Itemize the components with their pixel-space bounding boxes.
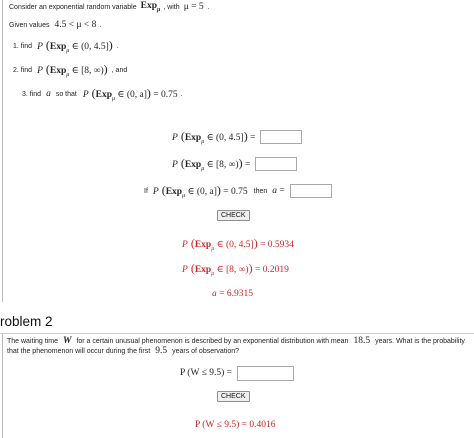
intro-text: Consider an exponential random variable [9, 3, 137, 11]
answer-row-2 [172, 156, 297, 172]
item-number: 1. find [13, 42, 33, 50]
answer-row-1 [172, 129, 302, 145]
item-formula: P (Exp$_\mu$ ∈ (0, a]) = 0.75 [82, 86, 178, 102]
result-row-2 [182, 261, 289, 277]
given-end: . [99, 21, 102, 29]
answer-input-3[interactable] [290, 184, 332, 198]
problem2-result [195, 418, 276, 431]
answer-row-3 [144, 182, 332, 200]
problem2-heading: roblem 2 [0, 314, 53, 329]
result-formula: P (Exp$_\mu$ ∈ [8, ∞)) = 0.2019 [182, 261, 289, 277]
answer-input-1[interactable] [260, 130, 302, 144]
question-item-1 [13, 38, 119, 54]
item-number: 3. find [22, 90, 42, 98]
result-formula: a = 6.9315 [212, 288, 253, 299]
result-formula: P (Exp$_\mu$ ∈ (0, 4.5]) = 0.5934 [182, 236, 294, 252]
problem1-given [9, 19, 101, 31]
item-after: . [116, 42, 119, 50]
item-var: a [46, 89, 51, 99]
item-number: 2. find [13, 66, 33, 74]
answer-var: a = [272, 186, 285, 196]
item-mid: so that [55, 90, 77, 98]
answer-input-2[interactable] [255, 157, 297, 171]
answer-formula: P (Exp$_\mu$ ∈ (0, 4.5]) = [172, 129, 256, 145]
intro-mu: μ = 5 [183, 2, 204, 12]
item-formula: P (Exp$_\mu$ ∈ (0, 4.5]) [37, 38, 113, 54]
answer-then: then [253, 187, 268, 195]
intro-with: , with [163, 3, 180, 11]
answer-formula: P (Exp$_\mu$ ∈ (0, a]) = 0.75 [152, 183, 248, 199]
item-after: . [180, 90, 183, 98]
check-button[interactable]: CHECK [217, 210, 250, 221]
result-row-3 [212, 287, 253, 300]
result-row-1 [182, 236, 294, 252]
problem2-answer-formula: P (W ≤ 9.5) = [180, 368, 232, 378]
given-text: Given values [9, 21, 50, 29]
problem2-answer-row [180, 365, 294, 381]
problem2-mean: 18.5 [353, 336, 371, 346]
problem2-value: 9.5 [155, 346, 168, 356]
problem2-answer-input[interactable] [237, 366, 294, 381]
intro-variable: Exp$_\mu$ [140, 1, 161, 13]
answer-if: If [144, 187, 148, 195]
problem2-result-formula: P (W ≤ 9.5) = 0.4016 [195, 419, 276, 430]
problem1-intro [9, 1, 210, 13]
question-item-3 [22, 86, 183, 102]
question-item-2 [13, 62, 127, 78]
item-after: , and [111, 66, 128, 74]
problem2-divider [0, 333, 474, 334]
intro-end: . [207, 3, 210, 11]
answer-formula: P (Exp$_\mu$ ∈ [8, ∞)) = [172, 156, 251, 172]
problem1-margin-bar [2, 0, 3, 302]
problem2-line1: The waiting time W for a certain unusual phenomenon is described by an exponential distribution with mean 18.5 years. What is the probability [7, 336, 465, 346]
problem2-margin-bar [2, 334, 3, 438]
problem2-line2: that the phenomenon will occur during the first 9.5 years of observation? [7, 346, 240, 356]
problem2-check-button[interactable]: CHECK [217, 391, 250, 402]
item-formula: P (Exp$_\mu$ ∈ [8, ∞)) [37, 62, 108, 78]
given-math: 4.5 < μ < 8 [54, 20, 97, 30]
problem2-var: W [62, 336, 72, 346]
